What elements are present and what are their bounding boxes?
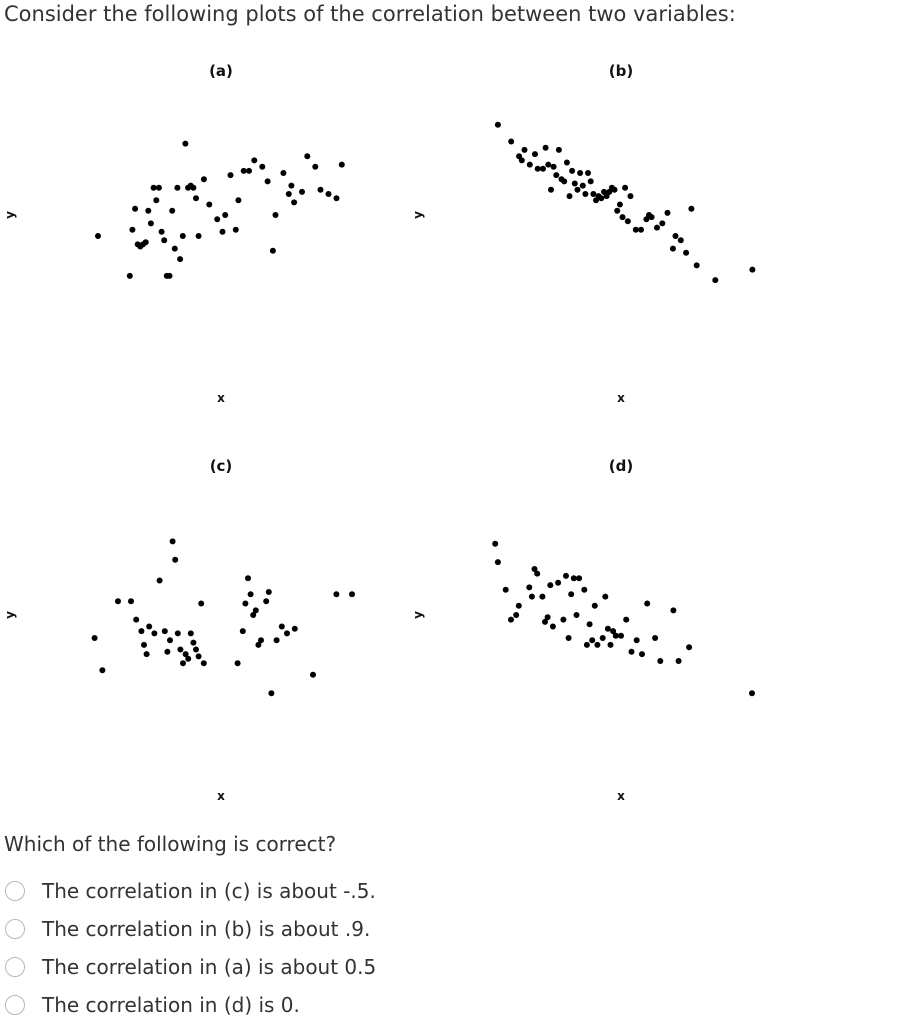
scatter-point [251, 157, 257, 163]
scatter-point [712, 277, 718, 283]
scatter-point [265, 178, 271, 184]
answer-option-1[interactable] [5, 872, 376, 910]
scatter-point [572, 181, 578, 187]
scatter-point [169, 208, 175, 214]
scatter-point [235, 197, 241, 203]
scatter-point [590, 191, 596, 197]
scatter-point [273, 212, 279, 218]
scatter-point [550, 624, 556, 630]
scatter-point [299, 189, 305, 195]
scatter-plot-2 [411, 62, 755, 405]
scatter-point [608, 642, 614, 648]
scatter-point [159, 229, 165, 235]
scatter-point [326, 191, 332, 197]
scatter-point [580, 183, 586, 189]
scatter-point [584, 642, 590, 648]
answer-option-4[interactable] [5, 986, 376, 1024]
plot-title: (b) [608, 62, 634, 80]
answer-options [5, 872, 376, 1024]
plot-title: (d) [608, 457, 634, 475]
radio-button[interactable] [5, 957, 25, 977]
answer-option-label: The correlation in (d) is 0. [42, 993, 300, 1017]
scatter-point [128, 598, 134, 604]
scatter-point [129, 227, 135, 233]
scatter-point [576, 575, 582, 581]
scatter-point [553, 172, 559, 178]
scatter-point [543, 145, 549, 151]
scatter-point [228, 172, 234, 178]
scatter-point [634, 637, 640, 643]
scatter-point [246, 168, 252, 174]
scatter-point [629, 649, 635, 655]
scatter-point [588, 178, 594, 184]
scatter-point [617, 202, 623, 208]
x-axis-label: x [217, 789, 225, 803]
radio-button[interactable] [5, 995, 25, 1015]
scatter-point [594, 642, 600, 648]
scatter-point [527, 162, 533, 168]
answer-option-label: The correlation in (a) is about 0.5 [42, 955, 377, 979]
scatter-point [242, 601, 248, 607]
scatter-point [605, 626, 611, 632]
scatter-point [161, 237, 167, 243]
scatter-point [665, 210, 671, 216]
scatter-point [279, 624, 285, 630]
scatter-point [577, 170, 583, 176]
scatter-point [334, 195, 340, 201]
scatter-point [141, 642, 147, 648]
scatter-point [526, 584, 532, 590]
scatter-point [534, 571, 540, 577]
scatter-point [339, 162, 345, 168]
scatter-plot-3 [3, 457, 355, 803]
scatter-point [592, 603, 598, 609]
scatter-point [676, 658, 682, 664]
scatter-point [574, 612, 580, 618]
scatter-point [569, 168, 575, 174]
scatter-point [280, 170, 286, 176]
scatter-point [175, 630, 181, 636]
scatter-point [193, 195, 199, 201]
scatter-point [529, 594, 535, 600]
scatter-point [618, 633, 624, 639]
scatter-point [513, 612, 519, 618]
scatter-point [220, 229, 226, 235]
scatter-point [201, 176, 207, 182]
scatter-point [571, 575, 577, 581]
scatter-point [564, 160, 570, 166]
scatter-point [639, 651, 645, 657]
scatter-point [127, 273, 133, 279]
scatter-point [556, 147, 562, 153]
scatter-point [547, 582, 553, 588]
radio-button[interactable] [5, 919, 25, 939]
scatter-point [95, 233, 101, 239]
scatter-point [589, 637, 595, 643]
scatter-point [146, 624, 152, 630]
scatter-point [628, 193, 634, 199]
scatter-point [503, 587, 509, 593]
question-prompt: Consider the following plots of the correlation between two variables: [4, 2, 736, 26]
scatter-point [190, 640, 196, 646]
scatter-point [633, 227, 639, 233]
scatter-point [157, 578, 163, 584]
scatter-point [622, 185, 628, 191]
x-axis-label: x [217, 391, 225, 405]
answer-option-label: The correlation in (b) is about .9. [42, 917, 371, 941]
scatter-point [132, 206, 138, 212]
scatter-point [566, 635, 572, 641]
scatter-point [318, 187, 324, 193]
scatter-point [138, 628, 144, 634]
scatter-point [694, 262, 700, 268]
question-text: Which of the following is correct? [4, 832, 337, 856]
scatter-point [258, 637, 264, 643]
scatter-point [623, 617, 629, 623]
scatter-point [92, 635, 98, 641]
scatter-point [749, 267, 755, 273]
scatter-point [555, 580, 561, 586]
scatter-point [602, 594, 608, 600]
scatter-point [519, 157, 525, 163]
y-axis-label: y [3, 211, 17, 219]
scatter-point [177, 647, 183, 653]
scatter-point [245, 575, 251, 581]
scatter-point [349, 591, 355, 597]
scatter-point [516, 603, 522, 609]
scatter-point [235, 660, 241, 666]
scatter-point [145, 208, 151, 214]
scatter-point [144, 651, 150, 657]
scatter-point [310, 672, 316, 678]
scatter-point [292, 626, 298, 632]
y-axis-label: y [411, 611, 425, 619]
scatter-point [167, 637, 173, 643]
scatter-point [274, 637, 280, 643]
scatter-point [613, 633, 619, 639]
radio-button[interactable] [5, 881, 25, 901]
scatter-point [143, 239, 149, 245]
scatter-point [291, 199, 297, 205]
scatter-plot-4 [411, 457, 755, 803]
scatter-point [198, 601, 204, 607]
scatter-point [185, 656, 191, 662]
scatter-point [575, 187, 581, 193]
scatter-point [678, 237, 684, 243]
scatter-point [180, 233, 186, 239]
scatter-point [539, 594, 545, 600]
scatter-point [600, 635, 606, 641]
scatter-point [545, 162, 551, 168]
scatter-point [172, 557, 178, 563]
scatter-point [495, 559, 501, 565]
scatter-point [638, 227, 644, 233]
scatter-point [286, 191, 292, 197]
scatter-plot-1 [3, 62, 345, 405]
scatter-point [233, 227, 239, 233]
scatter-point [560, 617, 566, 623]
scatter-point [180, 660, 186, 666]
scatter-point [304, 153, 310, 159]
scatter-point [268, 690, 274, 696]
y-axis-label: y [411, 211, 425, 219]
scatter-point [688, 206, 694, 212]
scatter-point [508, 139, 514, 145]
scatter-point [288, 183, 294, 189]
scatter-point [670, 246, 676, 252]
scatter-point [156, 185, 162, 191]
scatter-point [190, 185, 196, 191]
scatter-point [652, 635, 658, 641]
scatter-point [614, 208, 620, 214]
scatter-point [151, 630, 157, 636]
scatter-point [153, 197, 159, 203]
scatter-point [654, 225, 660, 231]
scatter-point [620, 214, 626, 220]
scatter-point [532, 151, 538, 157]
scatter-point [548, 187, 554, 193]
scatter-point [670, 607, 676, 613]
scatter-point [170, 538, 176, 544]
scatter-point [585, 170, 591, 176]
scatter-point [582, 191, 588, 197]
scatter-point [167, 273, 173, 279]
scatter-point [214, 216, 220, 222]
scatter-point [563, 573, 569, 579]
scatter-point [240, 628, 246, 634]
scatter-point [551, 164, 557, 170]
scatter-point [522, 147, 528, 153]
scatter-point [270, 248, 276, 254]
scatter-point [115, 598, 121, 604]
scatter-point [206, 202, 212, 208]
scatter-point [567, 193, 573, 199]
scatter-point [266, 589, 272, 595]
scatter-point [162, 628, 168, 634]
scatter-point [188, 630, 194, 636]
scatter-point [568, 591, 574, 597]
scatter-point [333, 591, 339, 597]
scatter-point [182, 141, 188, 147]
scatter-point [657, 658, 663, 664]
scatter-point [659, 220, 665, 226]
scatter-point [241, 168, 247, 174]
scatter-point [683, 250, 689, 256]
scatter-point [686, 644, 692, 650]
scatter-point [540, 166, 546, 172]
scatter-point [495, 122, 501, 128]
scatter-point [587, 621, 593, 627]
scatter-point [172, 246, 178, 252]
x-axis-label: x [617, 391, 625, 405]
scatter-point [561, 178, 567, 184]
scatter-point [148, 220, 154, 226]
scatter-point [263, 598, 269, 604]
scatter-point [196, 233, 202, 239]
scatter-point [508, 617, 514, 623]
scatter-point [749, 690, 755, 696]
scatter-point [164, 649, 170, 655]
scatter-point [612, 187, 618, 193]
scatter-point [545, 614, 551, 620]
scatter-point [535, 166, 541, 172]
scatter-point [625, 218, 631, 224]
scatter-point [222, 212, 228, 218]
x-axis-label: x [617, 789, 625, 803]
scatter-point [99, 667, 105, 673]
answer-option-2[interactable] [5, 910, 376, 948]
scatter-point [177, 256, 183, 262]
scatter-point [201, 660, 207, 666]
plot-title: (a) [209, 62, 233, 80]
scatter-point [193, 647, 199, 653]
scatter-point [174, 185, 180, 191]
scatter-point [598, 195, 604, 201]
scatter-point [492, 541, 498, 547]
scatter-point [133, 617, 139, 623]
scatter-point [673, 233, 679, 239]
scatter-point [196, 653, 202, 659]
answer-option-label: The correlation in (c) is about -.5. [42, 879, 376, 903]
scatter-point [259, 164, 265, 170]
scatter-point [253, 607, 259, 613]
plot-title: (c) [209, 457, 233, 475]
scatter-point [644, 601, 650, 607]
y-axis-label: y [3, 611, 17, 619]
answer-option-3[interactable] [5, 948, 376, 986]
scatter-point [248, 591, 254, 597]
scatter-point [312, 164, 318, 170]
scatter-point [151, 185, 157, 191]
scatter-point [581, 587, 587, 593]
scatter-point [649, 214, 655, 220]
scatter-point [284, 630, 290, 636]
